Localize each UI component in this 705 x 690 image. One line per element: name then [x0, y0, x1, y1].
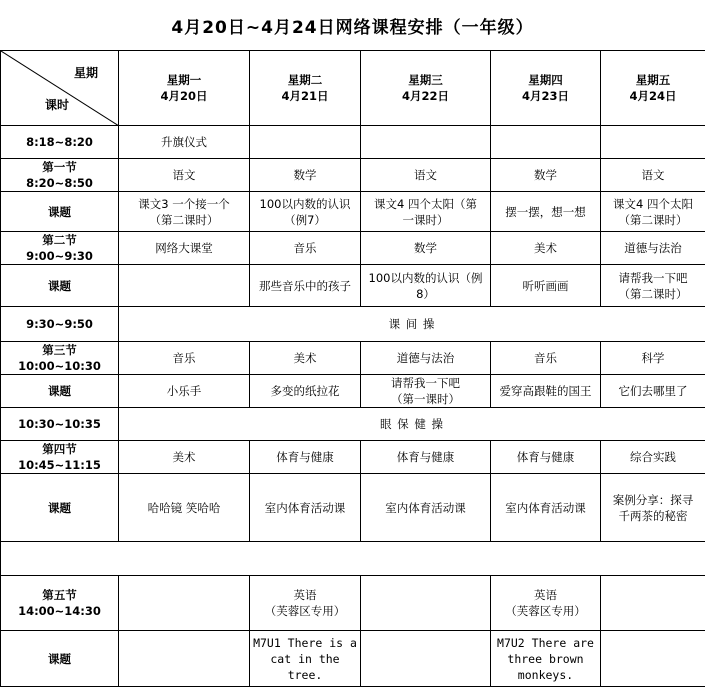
p5_topic-topic-tue: [250, 631, 361, 687]
cell-line: 英语: [293, 588, 317, 602]
cell-line: 8）: [416, 286, 435, 301]
p1_topic-topic-mon: [119, 192, 250, 232]
p4_topic-topic-thu: [491, 474, 601, 542]
cell-line: 室内体育活动课: [264, 500, 346, 515]
cell-line: 多变的纸拉花: [270, 384, 340, 398]
p5_topic-topic-wed: [361, 631, 491, 687]
day-header-fri: [601, 51, 705, 126]
empty-cell: [361, 126, 491, 159]
p5_topic-label: 课题: [1, 631, 119, 687]
p3-row: [1, 342, 705, 375]
p4-subject-wed: 体育与健康: [361, 441, 491, 474]
p4-subject-thu: 体育与健康: [491, 441, 601, 474]
period-name: 第五节: [42, 588, 77, 602]
p3_topic-topic-thu: [491, 375, 601, 408]
p2-subject-thu: 美术: [491, 232, 601, 265]
p3_topic-topic-wed: [361, 375, 491, 408]
empty-cell: [250, 126, 361, 159]
day-header-wed: [361, 51, 491, 126]
cell-line: 那些音乐中的孩子: [259, 278, 351, 293]
p5-subject-fri: [601, 576, 705, 631]
p4_topic-topic-mon: [119, 474, 250, 542]
empty-cell: [601, 126, 705, 159]
day-header-thu: [491, 51, 601, 126]
spacer-row: [1, 542, 705, 576]
cell-line: three brown: [507, 651, 584, 666]
p4_topic-row: [1, 474, 705, 542]
flag-row: [1, 126, 705, 159]
p1-subject-wed: 语文: [361, 159, 491, 192]
p5-subject-tue: [250, 576, 361, 631]
p1-subject-tue: 数学: [250, 159, 361, 192]
day-weekday: 星期五: [635, 73, 671, 87]
period-time: 10:00~10:30: [18, 359, 101, 373]
p2_topic-topic-fri: [601, 265, 705, 307]
page-title: 4月20日~4月24日网络课程安排（一年级）: [0, 0, 705, 51]
p5_topic-topic-fri: [601, 631, 705, 687]
p4-row: [1, 441, 705, 474]
cell-line: 英语: [534, 588, 557, 602]
day-date: 4月24日: [629, 89, 677, 103]
flag-ceremony-cell: 升旗仪式: [119, 126, 250, 159]
p2_topic-label: 课题: [1, 265, 119, 307]
day-date: 4月23日: [521, 89, 569, 103]
p5-row: [1, 576, 705, 631]
period-time: 8:20~8:50: [26, 176, 93, 190]
p5-subject-wed: [361, 576, 491, 631]
day-date: 4月20日: [160, 89, 208, 103]
period-time: 14:00~14:30: [18, 604, 101, 618]
cell-line: 室内体育活动课: [385, 500, 466, 515]
flag-time: 8:18~8:20: [1, 126, 119, 159]
cell-line: 请帮我一下吧: [618, 270, 688, 285]
period-name: 第二节: [42, 233, 77, 247]
cell-line: （例7）: [284, 212, 326, 227]
corner-header-cell: [1, 51, 119, 126]
cell-line: （第二课时）: [149, 212, 219, 227]
exercise-time: 9:30~9:50: [1, 307, 119, 342]
schedule-table: [0, 50, 705, 687]
cell-line: 小乐手: [166, 384, 202, 398]
p2-subject-tue: 音乐: [250, 232, 361, 265]
p5_topic-row: [1, 631, 705, 687]
diagonal-divider: [1, 51, 119, 126]
eye-row: [1, 408, 705, 441]
exercise-row: [1, 307, 705, 342]
p3_topic-topic-mon: [119, 375, 250, 408]
p3_topic-row: [1, 375, 705, 408]
day-date: 4月22日: [401, 89, 449, 103]
header-row: [1, 51, 705, 126]
exercise-activity: 课 间 操: [119, 307, 705, 342]
p2-subject-mon: 网络大课堂: [119, 232, 250, 265]
p3_topic-topic-tue: [250, 375, 361, 408]
period-time: 10:45~11:15: [18, 458, 101, 472]
p2_topic-topic-tue: [250, 265, 361, 307]
p4_topic-topic-tue: [250, 474, 361, 542]
p1_topic-row: [1, 192, 705, 232]
p1_topic-topic-thu: [491, 192, 601, 232]
cell-line: （芙蓉区专用）: [505, 604, 586, 618]
cell-line: 千两茶的秘密: [618, 508, 688, 523]
p5_topic-topic-thu: [491, 631, 601, 687]
p4_topic-topic-fri: [601, 474, 705, 542]
p5_topic-topic-mon: [119, 631, 250, 687]
p2_topic-topic-thu: [491, 265, 601, 307]
cell-line: monkeys.: [517, 667, 574, 682]
day-header-tue: [250, 51, 361, 126]
period-name: 第四节: [42, 442, 77, 456]
p1-row: [1, 159, 705, 192]
cell-line: 请帮我一下吧: [391, 376, 460, 390]
day-header-mon: [119, 51, 250, 126]
day-weekday: 星期一: [166, 73, 202, 87]
p3-subject-mon: 音乐: [119, 342, 250, 375]
cell-line: M7U2 There are: [497, 635, 594, 650]
p3_topic-label: 课题: [1, 375, 119, 408]
p4_topic-topic-wed: [361, 474, 491, 542]
cell-line: cat in the: [270, 651, 340, 666]
cell-line: 课文4 四个太阳: [613, 196, 693, 211]
p1-subject-fri: 语文: [601, 159, 705, 192]
eye-activity: 眼 保 健 操: [119, 408, 705, 441]
p1_topic-topic-tue: [250, 192, 361, 232]
p2_topic-topic-wed: [361, 265, 491, 307]
p2-subject-wed: 数学: [361, 232, 491, 265]
p4_topic-label: 课题: [1, 474, 119, 542]
cell-line: （第二课时）: [618, 286, 688, 301]
cell-line: 听听画画: [522, 278, 569, 293]
cell-line: 案例分享：探寻: [612, 492, 694, 507]
cell-line: 哈哈镜 笑哈哈: [147, 500, 221, 515]
p2_topic-topic-mon: [119, 265, 250, 307]
p2-subject-fri: 道德与法治: [601, 232, 705, 265]
cell-line: 一课时）: [402, 212, 449, 227]
cell-line: 100以内数的认识: [259, 196, 351, 211]
corner-weekday-label: 星期: [73, 66, 98, 80]
period-time: 9:00~9:30: [26, 249, 93, 263]
p2-period-cell: [1, 232, 119, 265]
p5-period-cell: [1, 576, 119, 631]
p4-subject-tue: 体育与健康: [250, 441, 361, 474]
p1_topic-topic-fri: [601, 192, 705, 232]
p2-row: [1, 232, 705, 265]
cell-line: 摆一摆，想一想: [505, 204, 586, 219]
day-weekday: 星期四: [528, 73, 563, 87]
cell-line: 它们去哪里了: [618, 384, 688, 398]
eye-time: 10:30~10:35: [1, 408, 119, 441]
empty-cell: [491, 126, 601, 159]
cell-line: tree.: [287, 667, 323, 682]
p3-subject-fri: 科学: [601, 342, 705, 375]
p3_topic-topic-fri: [601, 375, 705, 408]
cell-line: 课文3 一个接一个: [138, 196, 230, 211]
p2_topic-row: [1, 265, 705, 307]
cell-line: M7U1 There is a: [253, 635, 357, 650]
period-name: 第三节: [42, 343, 77, 357]
cell-line: （第一课时）: [391, 392, 460, 406]
p3-subject-tue: 美术: [250, 342, 361, 375]
day-weekday: 星期二: [287, 73, 323, 87]
p5-subject-mon: [119, 576, 250, 631]
p5-subject-thu: [491, 576, 601, 631]
cell-line: （第二课时）: [618, 212, 688, 227]
cell-line: （芙蓉区专用）: [264, 604, 346, 618]
day-date: 4月21日: [281, 89, 329, 103]
p4-subject-mon: 美术: [119, 441, 250, 474]
corner-period-label: 课时: [45, 98, 70, 112]
p3-subject-thu: 音乐: [491, 342, 601, 375]
day-weekday: 星期三: [408, 73, 443, 87]
cell-line: 爱穿高跟鞋的国王: [499, 384, 592, 398]
p3-period-cell: [1, 342, 119, 375]
p1-subject-thu: 数学: [491, 159, 601, 192]
p1-subject-mon: 语文: [119, 159, 250, 192]
spacer-cell: [1, 542, 705, 576]
period-name: 第一节: [42, 160, 77, 174]
p1_topic-label: 课题: [1, 192, 119, 232]
p3-subject-wed: 道德与法治: [361, 342, 491, 375]
p1_topic-topic-wed: [361, 192, 491, 232]
cell-line: 100以内数的认识（例: [368, 270, 483, 285]
p4-period-cell: [1, 441, 119, 474]
cell-line: 课文4 四个太阳（第: [374, 196, 477, 211]
cell-line: 室内体育活动课: [505, 500, 586, 515]
p4-subject-fri: 综合实践: [601, 441, 705, 474]
p1-period-cell: [1, 159, 119, 192]
